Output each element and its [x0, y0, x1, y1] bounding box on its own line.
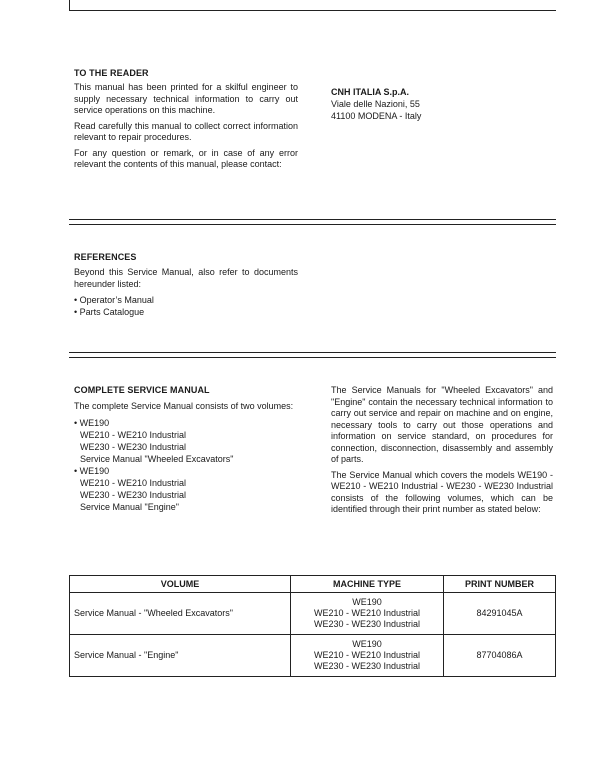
references-heading: REFERENCES [74, 252, 137, 262]
list-item: • WE190 [74, 465, 110, 476]
machine-type-cell [291, 635, 444, 677]
list-item: WE230 - WE230 Industrial [80, 489, 187, 500]
references-body [74, 267, 298, 318]
volume-cell: Service Manual - "Wheeled Excavators" [70, 593, 291, 635]
reader-paragraph: For any question or remark, or in case of any error relevant the contents of this manual, please contact: [74, 147, 298, 169]
list-item: WE210 - WE210 Industrial [80, 429, 187, 440]
references-intro: Beyond this Service Manual, also refer to documents hereunder listed: [74, 267, 298, 289]
reader-paragraph: This manual has been printed for a skilful engineer to supply necessary technical information to carry out service operations on this machine. [74, 82, 298, 115]
complete-heading: COMPLETE SERVICE MANUAL [74, 385, 210, 395]
list-item: • WE190 [74, 417, 110, 428]
column-header-machine-type: MACHINE TYPE [291, 576, 444, 593]
column-header-volume: VOLUME [70, 576, 291, 593]
complete-right-paragraph: The Service Manual which covers the models WE190 - WE210 - WE210 Industrial - WE230 - WE230 Industrial consists of the following volumes, which can be identified through their print number as stated below: [331, 469, 553, 514]
machine-line: WE210 - WE210 Industrial [313, 650, 421, 660]
print-number-cell: 84291045A [444, 593, 556, 635]
section-divider [69, 219, 556, 225]
list-item: WE210 - WE210 Industrial [80, 477, 187, 488]
machine-line: WE210 - WE210 Industrial [313, 608, 421, 618]
machine-line: WE190 [352, 597, 382, 607]
print-number-cell: 87704086A [444, 635, 556, 677]
complete-right-body [331, 385, 553, 520]
company-city: 41100 MODENA - Italy [331, 111, 422, 121]
machine-line: WE190 [352, 639, 382, 649]
list-item: Service Manual "Wheeled Excavators" [80, 453, 234, 464]
reader-body [74, 82, 298, 175]
top-rule [69, 10, 556, 11]
company-name: CNH ITALIA S.p.A. [331, 87, 409, 97]
list-item: Service Manual "Engine" [80, 501, 179, 512]
reader-heading: TO THE READER [74, 68, 149, 78]
volume-table [69, 575, 556, 677]
column-header-print-number: PRINT NUMBER [444, 576, 556, 593]
complete-right-paragraph: The Service Manuals for "Wheeled Excavators" and "Engine" contain the necessary technical information to carry out service and repair on machine and on engine, necessary tools to carry out those operations and information on service standard, on procedures for connection, disconnection, disassembly and assembly of parts. [331, 385, 553, 464]
volume-cell: Service Manual - "Engine" [70, 635, 291, 677]
list-item: • Operator’s Manual [74, 295, 154, 305]
table-header-row [70, 576, 556, 593]
machine-line: WE230 - WE230 Industrial [313, 661, 421, 671]
list-item: • Parts Catalogue [74, 307, 145, 317]
list-item: WE230 - WE230 Industrial [80, 441, 187, 452]
references-list [74, 294, 298, 318]
top-left-tick [69, 0, 70, 10]
company-address [331, 86, 553, 122]
complete-intro: The complete Service Manual consists of two volumes: [74, 401, 294, 411]
section-divider [69, 352, 556, 358]
volume-list [74, 417, 298, 513]
table-row [70, 593, 556, 635]
machine-line: WE230 - WE230 Industrial [313, 619, 421, 629]
company-street: Viale delle Nazioni, 55 [331, 99, 420, 109]
machine-type-cell [291, 593, 444, 635]
complete-body [74, 401, 298, 513]
table-row [70, 635, 556, 677]
reader-paragraph: Read carefully this manual to collect correct information relevant to repair procedures. [74, 120, 298, 142]
